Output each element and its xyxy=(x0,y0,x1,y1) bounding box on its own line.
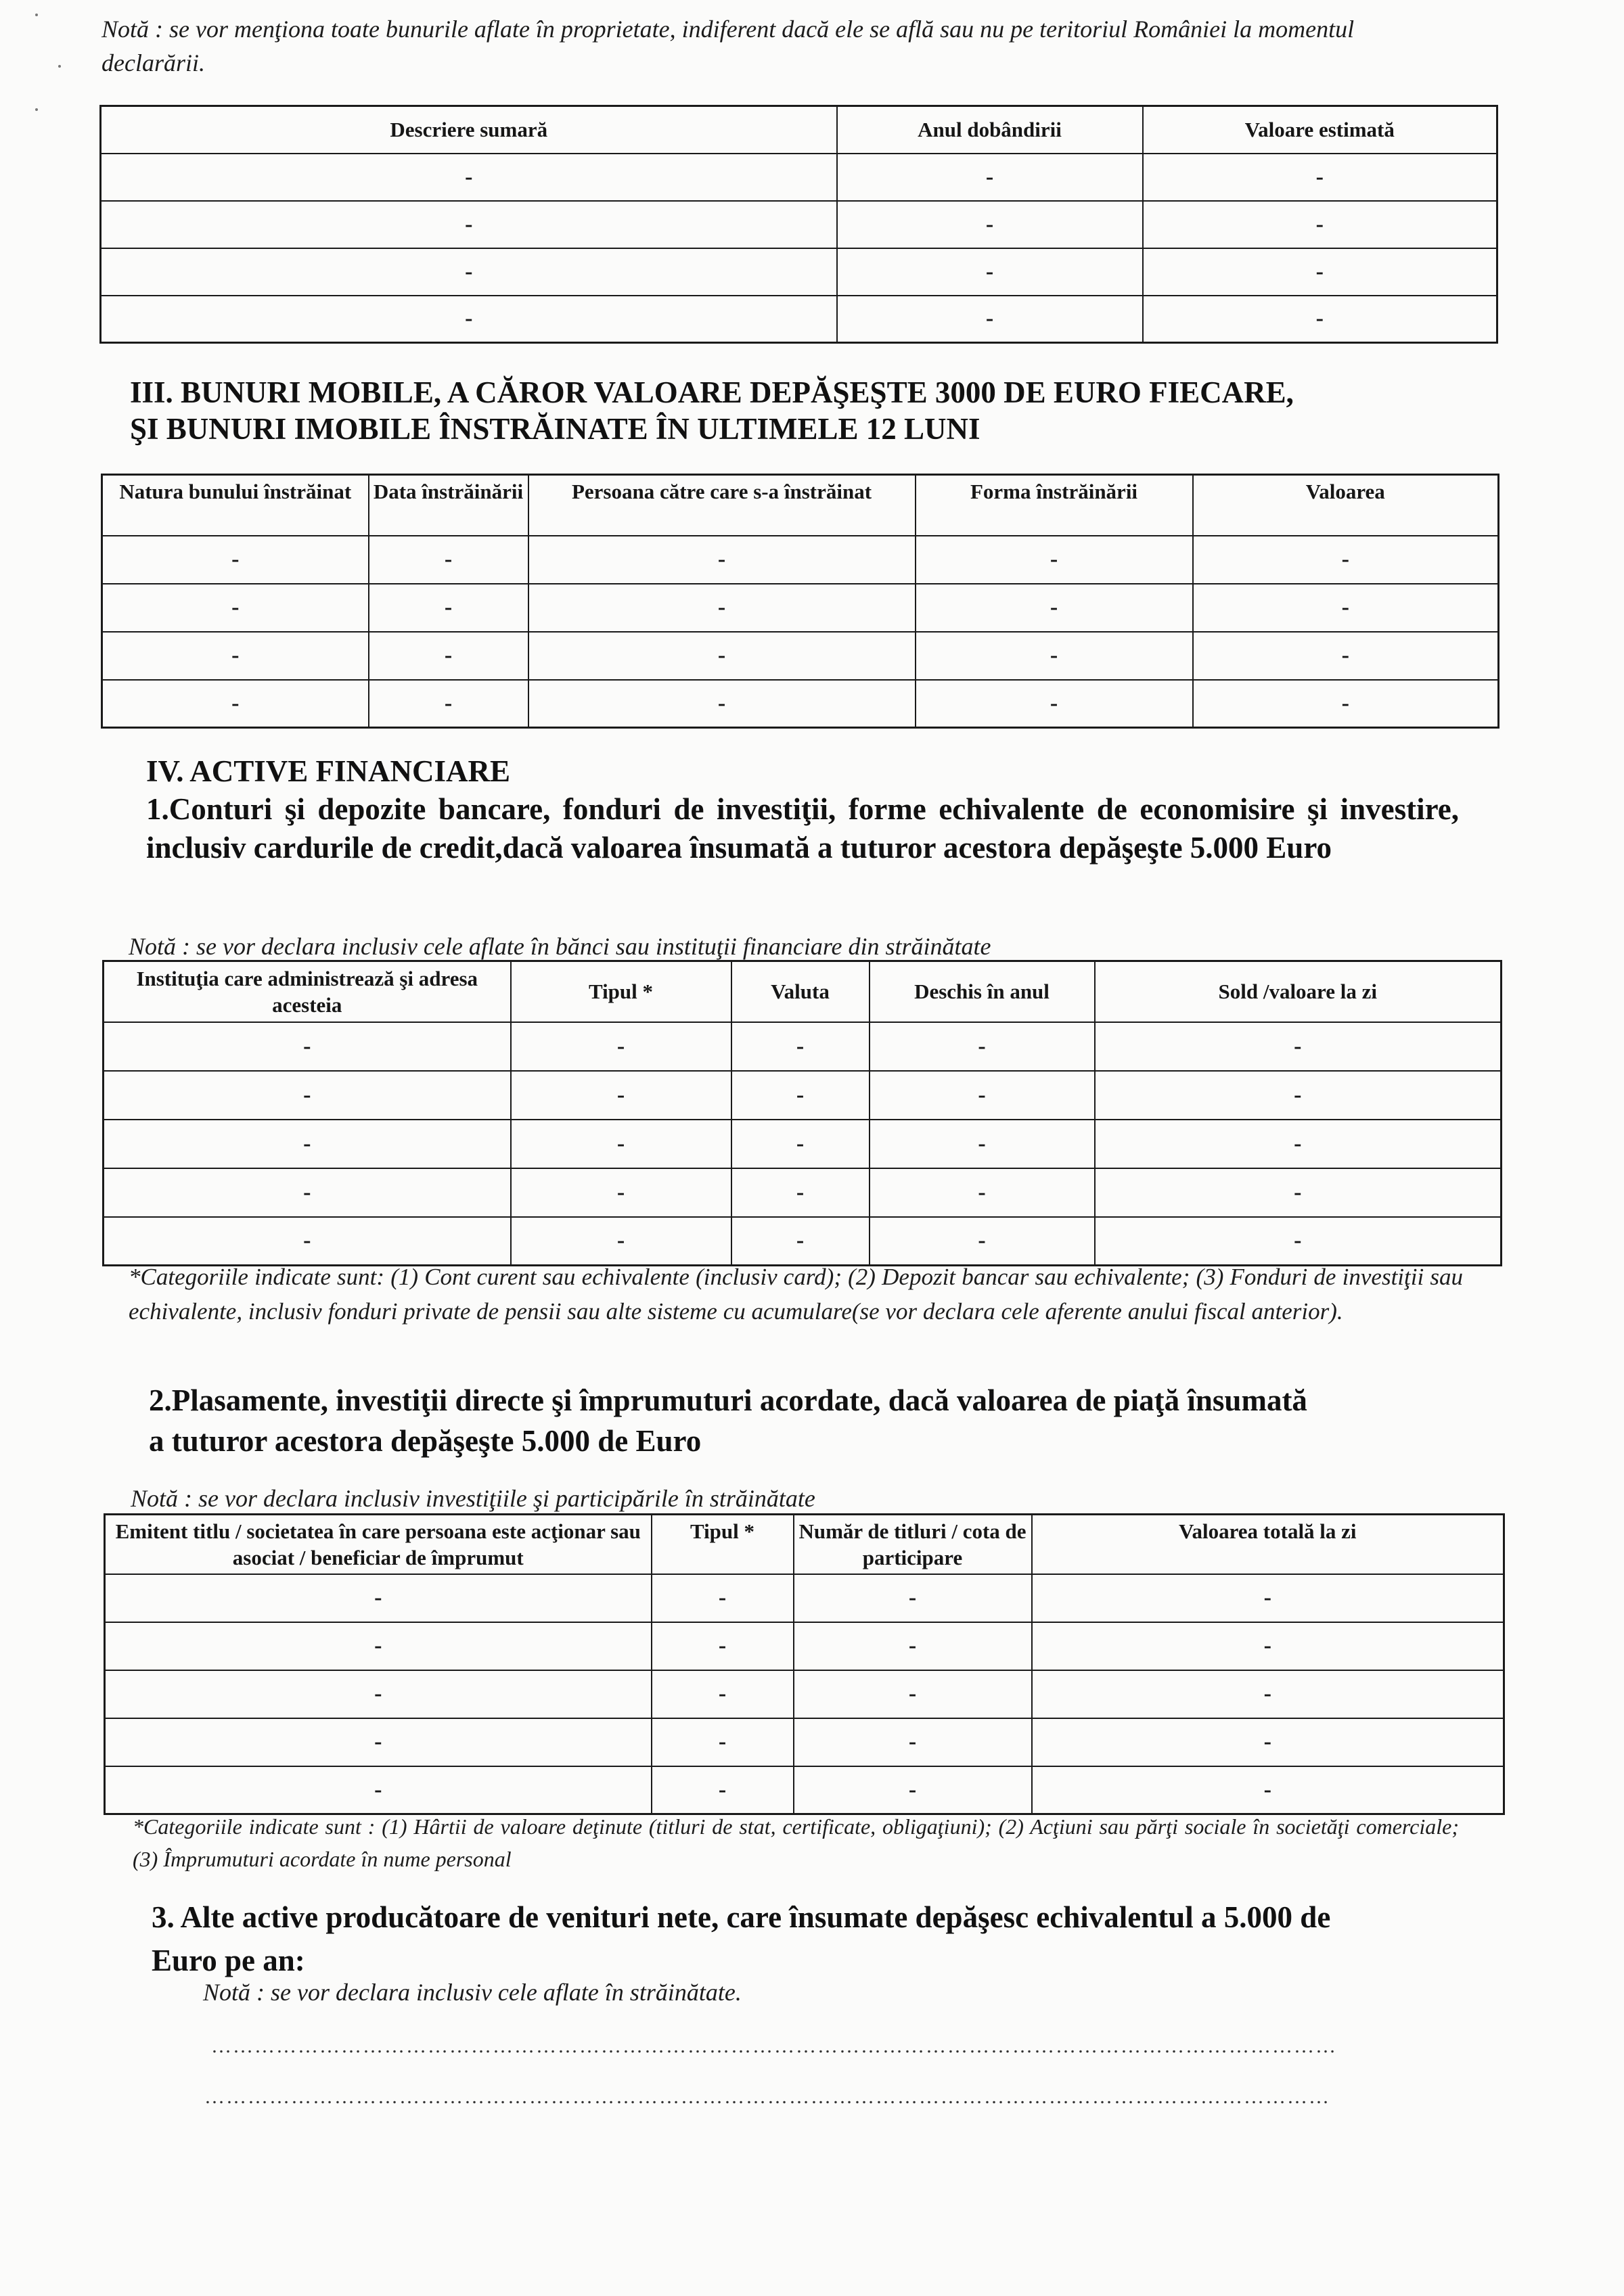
table-row xyxy=(101,154,1497,201)
table-cell: - xyxy=(101,201,837,248)
col-emitent: Emitent titlu / societatea în care persoana este acţionar sau asociat / beneficiar de împrumut xyxy=(105,1515,652,1574)
table-cell: - xyxy=(1032,1766,1504,1814)
table-cell: - xyxy=(837,154,1143,201)
table-cell: - xyxy=(511,1217,731,1266)
table-cell: - xyxy=(511,1120,731,1168)
table-cell: - xyxy=(916,584,1193,632)
table-row xyxy=(101,201,1497,248)
table-row xyxy=(104,1120,1502,1168)
table-cell: - xyxy=(102,680,369,728)
table-cell: - xyxy=(101,248,837,296)
scan-speck xyxy=(35,108,38,111)
table-row xyxy=(102,584,1499,632)
table-cell: - xyxy=(837,248,1143,296)
section-iv-2-note: Notă : se vor declara inclusiv investiţiile şi participările în străinătate xyxy=(131,1485,815,1512)
assets-table xyxy=(99,105,1498,344)
table-cell: - xyxy=(652,1622,794,1670)
table-cell: - xyxy=(528,680,916,728)
table-cell: - xyxy=(104,1022,511,1071)
table-row xyxy=(104,1022,1502,1071)
table-row xyxy=(105,1766,1504,1814)
table-row xyxy=(102,536,1499,584)
investments-table xyxy=(104,1513,1505,1815)
table-cell: - xyxy=(652,1670,794,1718)
table-row xyxy=(105,1670,1504,1718)
table-cell: - xyxy=(870,1071,1095,1120)
table-cell: - xyxy=(1193,536,1499,584)
table-cell: - xyxy=(1143,296,1497,343)
section-iv-3-title-line1: 3. Alte active producătoare de venituri nete, care însumate depăşesc echivalentul a 5.000 de xyxy=(152,1900,1331,1934)
col-valoarea: Valoarea xyxy=(1193,475,1499,536)
table-cell: - xyxy=(369,632,528,680)
table-cell: - xyxy=(652,1718,794,1766)
table-header-row xyxy=(101,106,1497,154)
table-row xyxy=(104,1071,1502,1120)
table-cell: - xyxy=(837,296,1143,343)
table-cell: - xyxy=(511,1022,731,1071)
table-cell: - xyxy=(511,1168,731,1217)
col-descriere: Descriere sumară xyxy=(101,106,837,154)
table-cell: - xyxy=(369,536,528,584)
col-tipul: Tipul * xyxy=(652,1515,794,1574)
section-iii-title-line2: ŞI BUNURI IMOBILE ÎNSTRĂINATE ÎN ULTIMELE 12 LUNI xyxy=(130,412,980,446)
table-cell: - xyxy=(1095,1071,1502,1120)
col-valoarea-totala: Valoarea totală la zi xyxy=(1032,1515,1504,1574)
table-cell: - xyxy=(369,584,528,632)
section-iv-title: IV. ACTIVE FINANCIARE xyxy=(146,754,511,788)
table-cell: - xyxy=(1095,1217,1502,1266)
table-row xyxy=(105,1574,1504,1622)
table-cell: - xyxy=(916,632,1193,680)
table-cell: - xyxy=(369,680,528,728)
col-natura: Natura bunului înstrăinat xyxy=(102,475,369,536)
table-cell: - xyxy=(104,1120,511,1168)
table-cell: - xyxy=(1143,154,1497,201)
table-cell: - xyxy=(870,1217,1095,1266)
table-cell: - xyxy=(528,632,916,680)
table-cell: - xyxy=(105,1718,652,1766)
col-persoana: Persoana către care s-a înstrăinat xyxy=(528,475,916,536)
table-cell: - xyxy=(105,1670,652,1718)
col-data: Data înstrăinării xyxy=(369,475,528,536)
table-cell: - xyxy=(1143,248,1497,296)
col-forma: Forma înstrăinării xyxy=(916,475,1193,536)
answer-line-1: ………………………………………………………………………………………………………………………………………… xyxy=(211,2035,1337,2057)
table-cell: - xyxy=(731,1022,870,1071)
table-cell: - xyxy=(794,1766,1032,1814)
table-header-row xyxy=(104,961,1502,1022)
section-iv-2-title-line2: a tuturor acestora depăşeşte 5.000 de Euro xyxy=(149,1424,702,1458)
answer-line-2: ………………………………………………………………………………………………………………………………………… xyxy=(204,2086,1330,2108)
investments-categories-note: *Categoriile indicate sunt : (1) Hârtii de valoare deţinute (titluri de stat, certificate, obligaţiuni); (2) Acţiuni sau părţi sociale în societăţi comerciale; (3) Împrumuturi acordate în nume personal xyxy=(133,1814,1459,1871)
table-cell: - xyxy=(731,1071,870,1120)
section-iv-1-note: Notă : se vor declara inclusiv cele aflate în bănci sau instituţii financiare din străinătate xyxy=(129,933,991,960)
table-cell: - xyxy=(1193,632,1499,680)
table-cell: - xyxy=(870,1168,1095,1217)
section-iv-3-title-line2: Euro pe an: xyxy=(152,1944,305,1977)
table-cell: - xyxy=(511,1071,731,1120)
table-cell: - xyxy=(104,1217,511,1266)
table-cell: - xyxy=(1095,1022,1502,1071)
col-sold: Sold /valoare la zi xyxy=(1095,961,1502,1022)
table-cell: - xyxy=(105,1766,652,1814)
table-cell: - xyxy=(794,1622,1032,1670)
table-cell: - xyxy=(528,536,916,584)
table-row xyxy=(101,296,1497,343)
table-cell: - xyxy=(794,1574,1032,1622)
table-cell: - xyxy=(870,1120,1095,1168)
table-row xyxy=(105,1622,1504,1670)
table-cell: - xyxy=(1032,1622,1504,1670)
col-anul: Anul dobândirii xyxy=(837,106,1143,154)
table-cell: - xyxy=(105,1574,652,1622)
table-cell: - xyxy=(1032,1670,1504,1718)
table-cell: - xyxy=(652,1574,794,1622)
section-iii-title-line1: III. BUNURI MOBILE, A CĂROR VALOARE DEPĂŞEŞTE 3000 DE EURO FIECARE, xyxy=(130,375,1294,409)
table-cell: - xyxy=(1032,1574,1504,1622)
section-iv-3-note: Notă : se vor declara inclusiv cele aflate în străinătate. xyxy=(203,1979,742,2006)
table-cell: - xyxy=(102,536,369,584)
table-cell: - xyxy=(101,296,837,343)
table-row xyxy=(102,632,1499,680)
table-header-row xyxy=(102,475,1499,536)
scan-speck xyxy=(58,65,61,68)
table-cell: - xyxy=(102,584,369,632)
table-cell: - xyxy=(104,1168,511,1217)
accounts-categories-note: *Categoriile indicate sunt: (1) Cont curent sau echivalente (inclusiv card); (2) Depozit bancar sau echivalente; (3) Fonduri de investiţii sau echivalente, inclusiv fonduri private de pensii sau alte sisteme cu acumulare(se vor declara cele aferente anului fiscal anterior). xyxy=(129,1264,1463,1325)
col-tipul: Tipul * xyxy=(511,961,731,1022)
table-cell: - xyxy=(102,632,369,680)
table-cell: - xyxy=(1032,1718,1504,1766)
table-row xyxy=(101,248,1497,296)
table-cell: - xyxy=(528,584,916,632)
scan-speck xyxy=(35,14,38,16)
table-cell: - xyxy=(1095,1120,1502,1168)
col-valuta: Valuta xyxy=(731,961,870,1022)
top-note: Notă : se vor menţiona toate bunurile aflate în proprietate, indiferent dacă ele se află sau nu pe teritoriul României la momentul declarării. xyxy=(102,16,1355,76)
table-cell: - xyxy=(105,1622,652,1670)
table-cell: - xyxy=(731,1168,870,1217)
table-cell: - xyxy=(731,1120,870,1168)
table-cell: - xyxy=(731,1217,870,1266)
table-cell: - xyxy=(101,154,837,201)
table-cell: - xyxy=(916,680,1193,728)
col-institutia: Instituţia care administrează şi adresa acesteia xyxy=(104,961,511,1022)
section-iii-table xyxy=(101,474,1499,729)
table-row xyxy=(102,680,1499,728)
table-cell: - xyxy=(916,536,1193,584)
table-cell: - xyxy=(1143,201,1497,248)
table-cell: - xyxy=(652,1766,794,1814)
accounts-table xyxy=(102,960,1502,1266)
table-cell: - xyxy=(104,1071,511,1120)
col-numar-titluri: Număr de titluri / cota de participare xyxy=(794,1515,1032,1574)
table-row xyxy=(105,1718,1504,1766)
table-cell: - xyxy=(1193,584,1499,632)
col-deschis: Deschis în anul xyxy=(870,961,1095,1022)
table-row xyxy=(104,1217,1502,1266)
table-cell: - xyxy=(794,1718,1032,1766)
section-iv-1-title: 1.Conturi şi depozite bancare, fonduri de investiţii, forme echivalente de economisire şi investire, inclusiv cardurile de credit,dacă valoarea însumată a tuturor acestora depăşeşte 5.000 Euro xyxy=(146,792,1459,865)
table-header-row xyxy=(105,1515,1504,1574)
col-valoare: Valoare estimată xyxy=(1143,106,1497,154)
section-iv-2-title-line1: 2.Plasamente, investiţii directe şi împrumuturi acordate, dacă valoarea de piaţă însumată xyxy=(149,1383,1307,1417)
table-cell: - xyxy=(1193,680,1499,728)
table-cell: - xyxy=(1095,1168,1502,1217)
table-cell: - xyxy=(794,1670,1032,1718)
table-row xyxy=(104,1168,1502,1217)
table-cell: - xyxy=(870,1022,1095,1071)
table-cell: - xyxy=(837,201,1143,248)
